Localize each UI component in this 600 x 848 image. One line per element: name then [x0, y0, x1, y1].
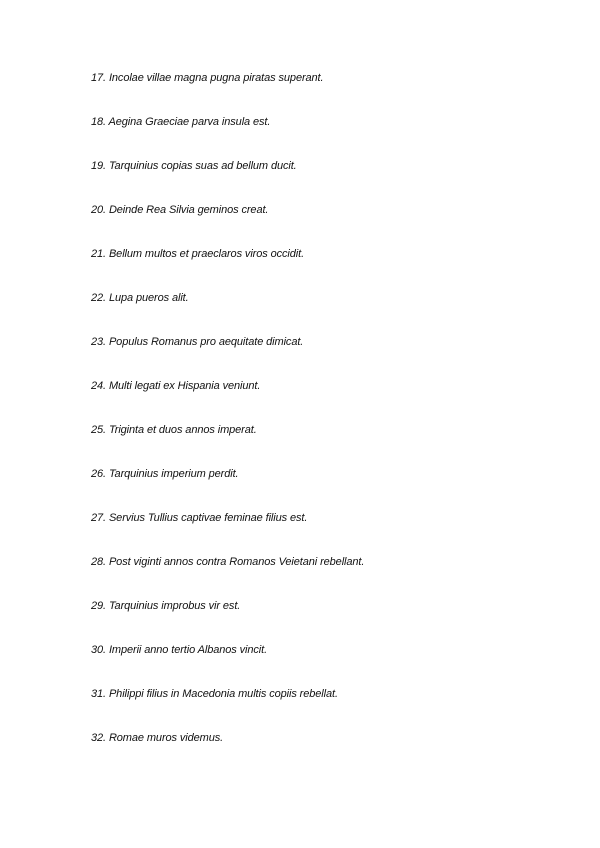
sentence-32: 32. Romae muros videmus. [91, 732, 224, 744]
sentence-29: 29. Tarquinius improbus vir est. [91, 600, 241, 612]
sentence-31: 31. Philippi filius in Macedonia multis copiis rebellat. [91, 688, 338, 700]
sentence-18: 18. Aegina Graeciae parva insula est. [91, 116, 271, 128]
sentence-27: 27. Servius Tullius captivae feminae filius est. [91, 512, 308, 524]
sentence-30: 30. Imperii anno tertio Albanos vincit. [91, 644, 268, 656]
sentence-25: 25. Triginta et duos annos imperat. [91, 424, 257, 436]
sentence-28: 28. Post viginti annos contra Romanos Veietani rebellant. [91, 556, 365, 568]
sentence-22: 22. Lupa pueros alit. [91, 292, 189, 304]
sentence-17: 17. Incolae villae magna pugna piratas superant. [91, 72, 324, 84]
sentence-21: 21. Bellum multos et praeclaros viros occidit. [91, 248, 305, 260]
sentence-19: 19. Tarquinius copias suas ad bellum ducit. [91, 160, 297, 172]
sentence-26: 26. Tarquinius imperium perdit. [91, 468, 239, 480]
sentence-20: 20. Deinde Rea Silvia geminos creat. [91, 204, 269, 216]
sentence-24: 24. Multi legati ex Hispania veniunt. [91, 380, 261, 392]
sentence-23: 23. Populus Romanus pro aequitate dimicat. [91, 336, 304, 348]
latin-sentence-list [91, 70, 364, 774]
